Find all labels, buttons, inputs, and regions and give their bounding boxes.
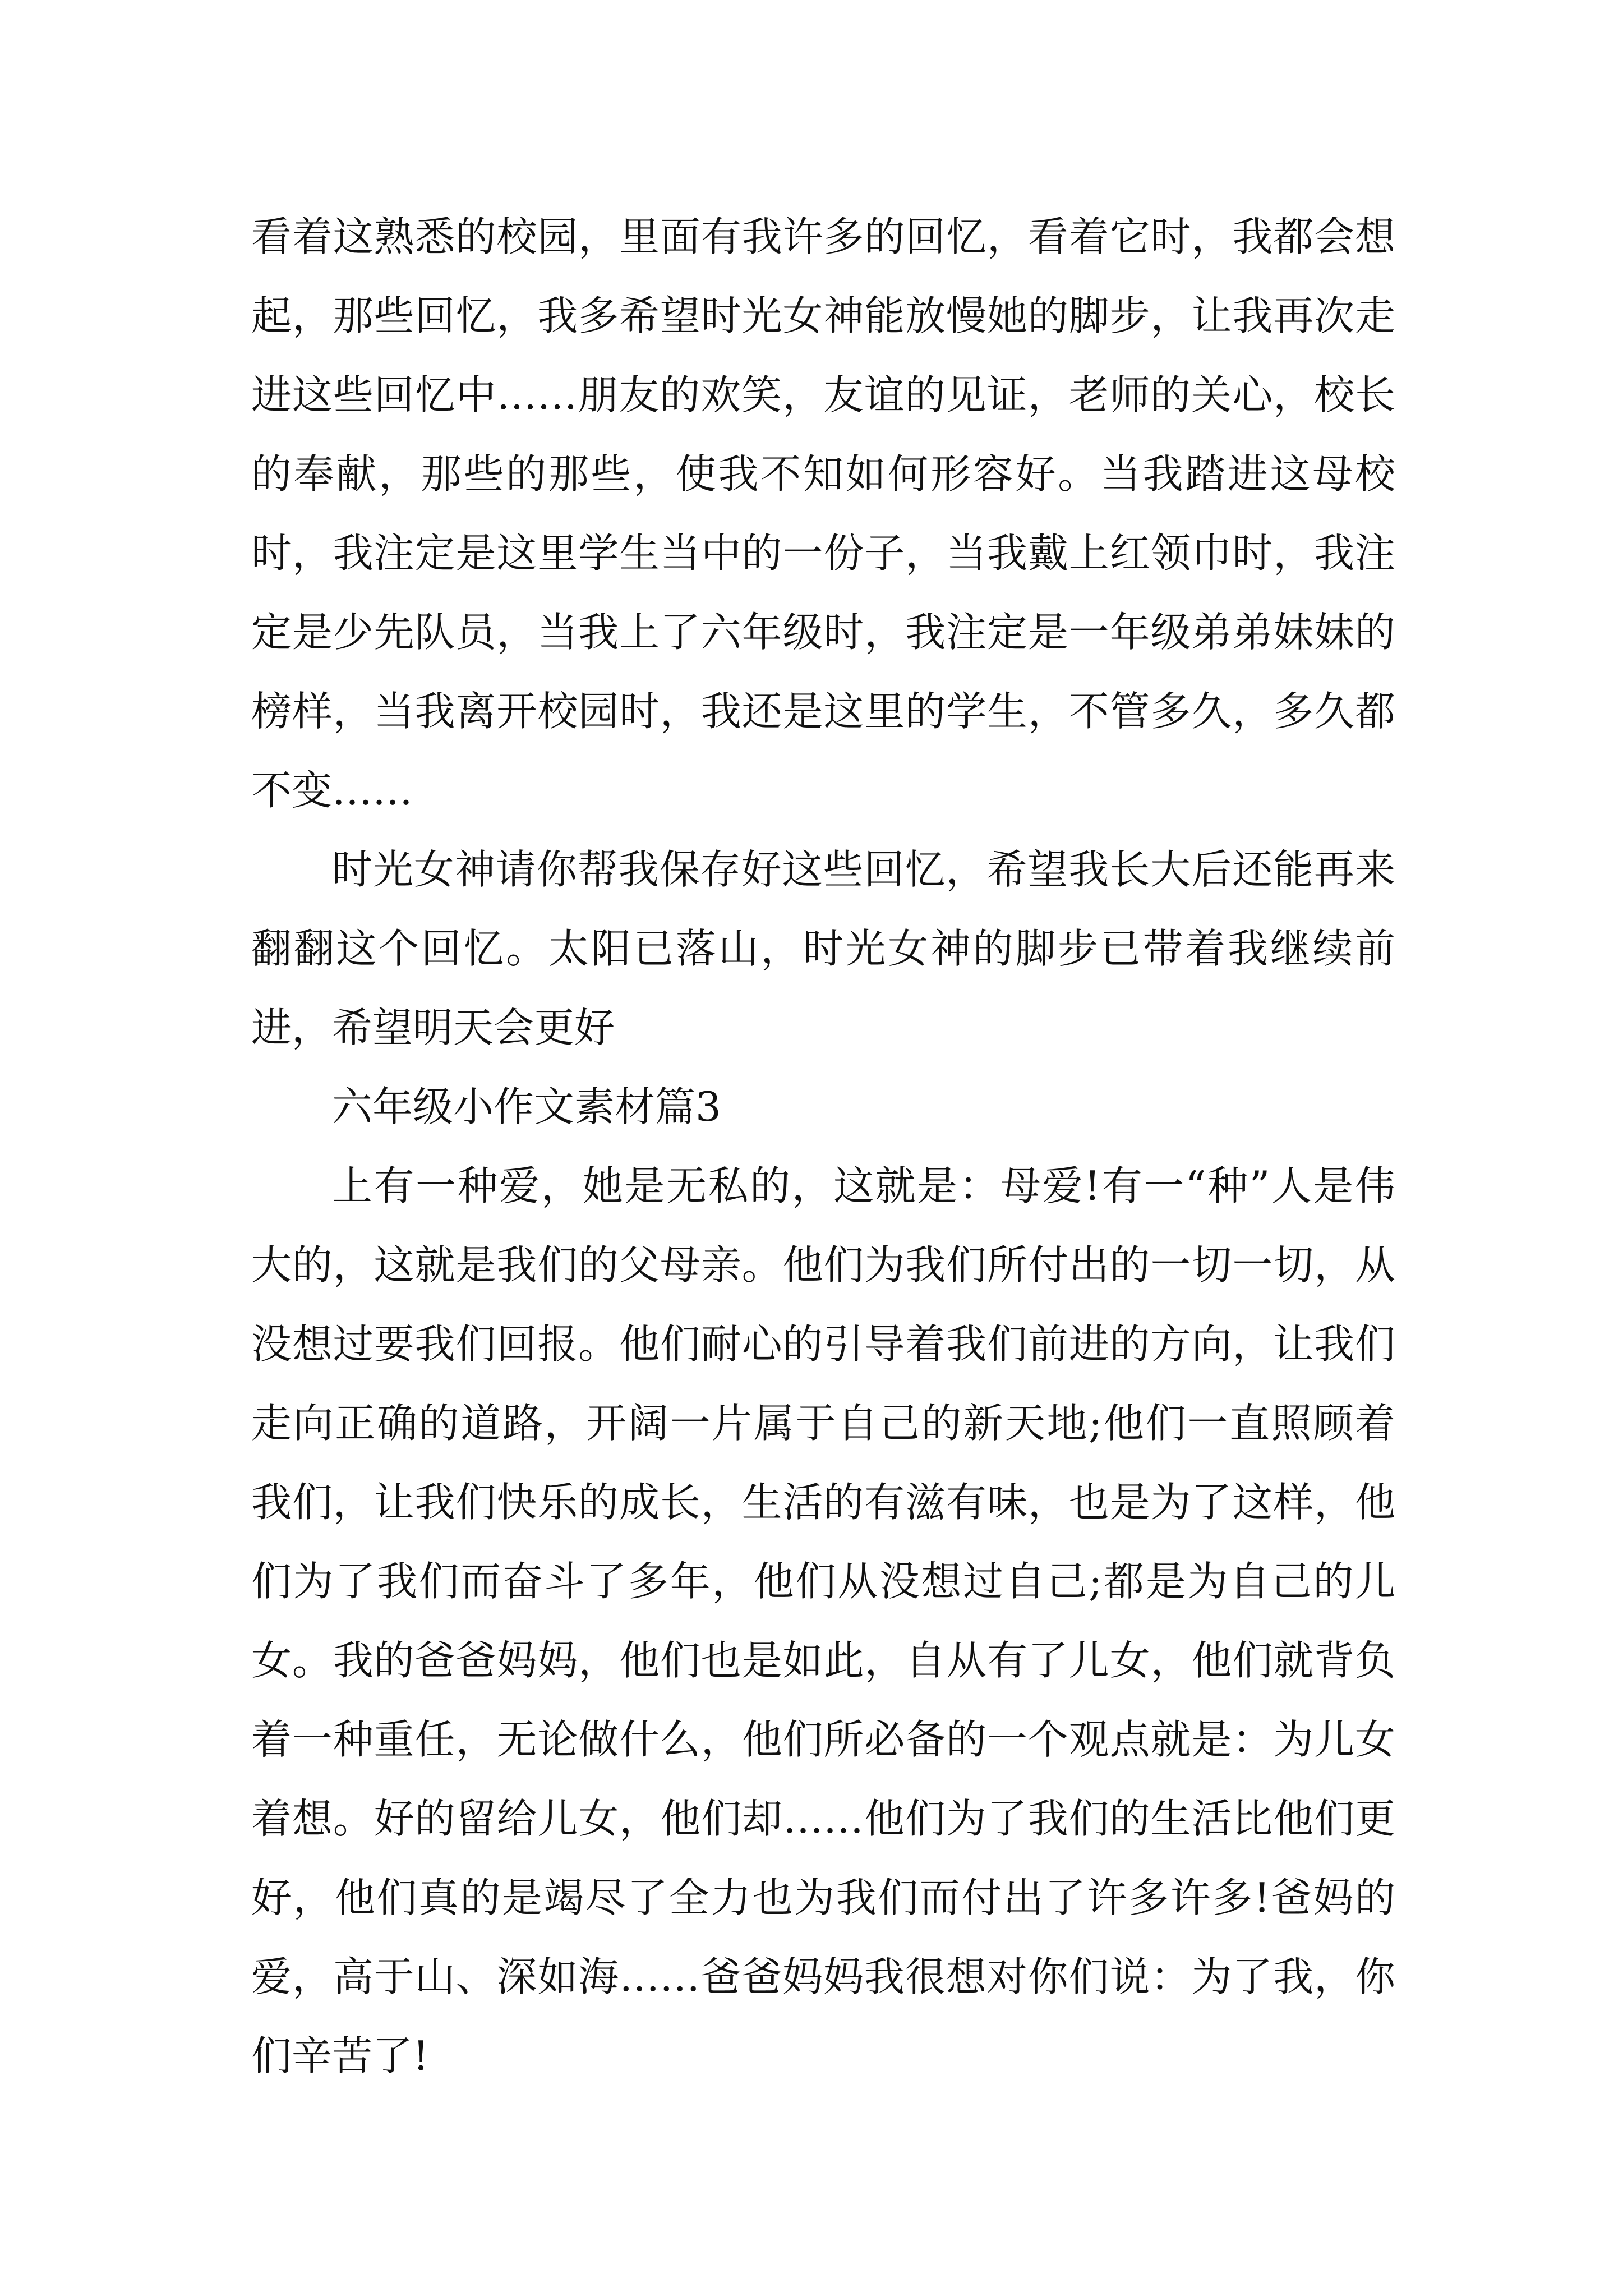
section-title: 六年级小作文素材篇3 (332, 1083, 721, 1130)
paragraph-time-goddess: 时光女神请你帮我保存好这些回忆，希望我长大后还能再来翻翻这个回忆。太阳已落山，时光女神的脚步已带着我继续前进，希望明天会更好 (251, 846, 1395, 1051)
paragraph-school-memories: 看着这熟悉的校园，里面有我许多的回忆，看着它时，我都会想起，那些回忆，我多希望时光女神能放慢她的脚步，让我再次走进这些回忆中……朋友的欢笑，友谊的见证，老师的关心，校长的奉献，那些的那些，使我不知如何形容好。当我踏进这母校时，我注定是这里学生当中的一份子，当我戴上红领巾时，我注定是少先队员，当我上了六年级时，我注定是一年级弟弟妹妹的榜样，当我离开校园时，我还是这里的学生，不管多久，多久都不变…… (251, 213, 1395, 814)
paragraph-parents-love: 上有一种爱，她是无私的，这就是：母爱!有一“种”人是伟大的，这就是我们的父母亲。他们为我们所付出的一切一切，从没想过要我们回报。他们耐心的引导着我们前进的方向，让我们走向正确的道路，开阔一片属于自己的新天地;他们一直照顾着我们，让我们快乐的成长，生活的有滋有味，也是为了这样，他们为了我们而奋斗了多年，他们从没想过自己;都是为自己的儿女。我的爸爸妈妈，他们也是如此，自从有了儿女，他们就背负着一种重任，无论做什么，他们所必备的一个观点就是：为儿女着想。好的留给儿女，他们却……他们为了我们的生活比他们更好，他们真的是竭尽了全力也为我们而付出了许多许多!爸妈的爱，高于山、深如海……爸爸妈妈我很想对你们说：为了我，你们辛苦了! (251, 1162, 1395, 2079)
document-body (251, 197, 1395, 2096)
